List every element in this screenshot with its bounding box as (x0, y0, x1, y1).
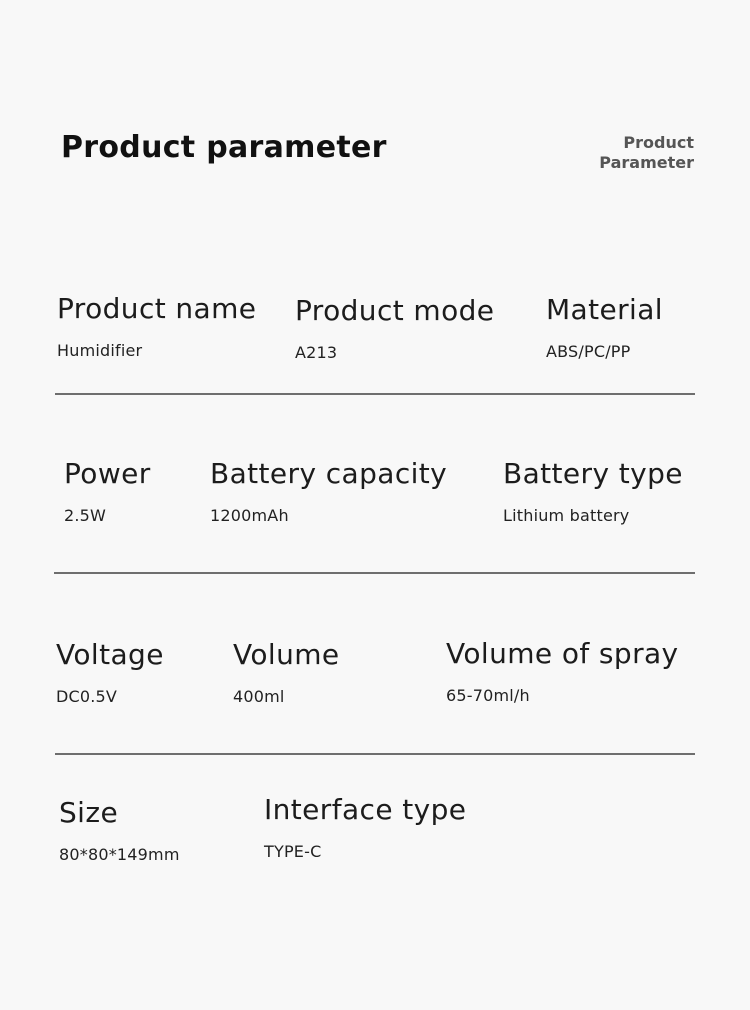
param-voltage (56, 638, 164, 706)
row-divider (54, 572, 695, 574)
param-label: Interface type (264, 793, 467, 826)
page-title: Product parameter (61, 130, 387, 165)
param-value: 1200mAh (210, 506, 289, 525)
param-value: 400ml (233, 687, 285, 706)
row-divider (55, 753, 695, 755)
param-product-mode (295, 294, 494, 362)
param-value: TYPE-C (264, 842, 322, 861)
corner-caption-line-2: Parameter (599, 153, 694, 172)
row-divider (55, 393, 695, 395)
param-label: Battery capacity (210, 457, 448, 490)
param-label: Voltage (56, 638, 164, 671)
param-value: 80*80*149mm (59, 845, 180, 864)
param-volume-of-spray (446, 637, 679, 705)
param-label: Volume (233, 638, 340, 671)
param-size (59, 796, 180, 864)
corner-caption-line-1: Product (623, 133, 694, 152)
param-product-name (57, 292, 256, 360)
corner-caption (599, 133, 694, 173)
param-label: Volume of spray (446, 637, 679, 670)
param-battery-type (503, 457, 683, 525)
param-value: 65-70ml/h (446, 686, 530, 705)
param-volume (233, 638, 340, 706)
param-value: DC0.5V (56, 687, 118, 706)
param-label: Material (546, 293, 663, 326)
param-material (546, 293, 663, 361)
param-label: Size (59, 796, 119, 829)
param-label: Product name (57, 292, 257, 325)
param-power (64, 457, 151, 525)
param-value: Humidifier (57, 341, 143, 360)
param-label: Product mode (295, 294, 495, 327)
param-label: Battery type (503, 457, 683, 490)
param-value: A213 (295, 343, 338, 362)
param-label: Power (64, 457, 151, 490)
param-interface-type (264, 793, 466, 861)
param-value: ABS/PC/PP (546, 342, 631, 361)
param-value: Lithium battery (503, 506, 630, 525)
param-battery-capacity (210, 457, 447, 525)
param-value: 2.5W (64, 506, 107, 525)
